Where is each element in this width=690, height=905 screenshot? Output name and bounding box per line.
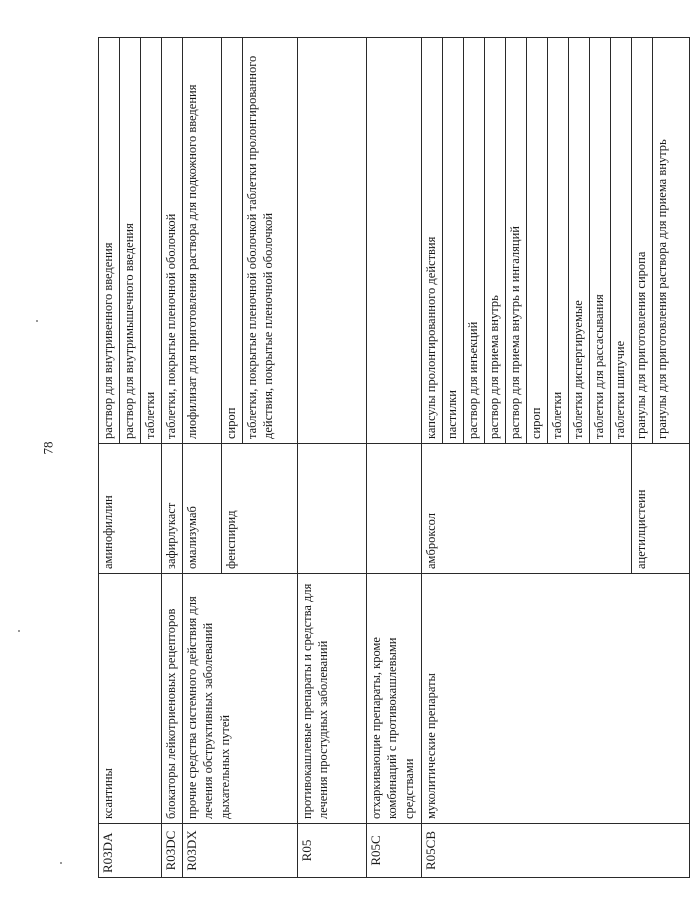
dosage-form: гранулы для приготовления раствора для приема внутрь: [653, 38, 690, 444]
scan-speck: [36, 320, 38, 322]
atc-code: R05: [298, 824, 367, 878]
page-number: 78: [40, 441, 56, 455]
atc-code: R05C: [367, 824, 422, 878]
group-name: противокашлевые препараты и средства для лечения простудных заболеваний: [298, 574, 367, 824]
group-name: отхаркивающие препараты, кроме комбинаций с противокашлевыми средствами: [367, 574, 422, 824]
table-row: [99, 38, 120, 878]
atc-code: R03DA: [99, 824, 162, 878]
atc-code: R03DX: [183, 824, 298, 878]
drug-name: омализумаб: [183, 444, 222, 574]
dosage-form: раствор для внутримышечного введения: [120, 38, 141, 444]
table-row: [367, 38, 422, 878]
group-name: блокаторы лейкотриеновых рецепторов: [162, 574, 183, 824]
dosage-form: раствор для внутривенного введения: [99, 38, 120, 444]
dosage-form: сироп: [222, 38, 243, 444]
dosage-form: таблетки: [548, 38, 569, 444]
atc-code: R03DC: [162, 824, 183, 878]
scan-speck: [60, 862, 62, 864]
dosage-form: таблетки: [141, 38, 162, 444]
dosage-form: таблетки, покрытые пленочной оболочкой: [162, 38, 183, 444]
dosage-form: раствор для инъекций: [464, 38, 485, 444]
scan-speck: [18, 630, 20, 632]
dosage-form: таблетки для рассасывания: [590, 38, 611, 444]
drug-name: ацетилцистеин: [632, 444, 690, 574]
rotated-table-container: [98, 38, 669, 878]
dosage-form: капсулы пролонгированного действия: [422, 38, 443, 444]
dosage-form: сироп: [527, 38, 548, 444]
dosage-form: таблетки, покрытые пленочной оболочкой таблетки пролонгированного действия, покрытые пленочной оболочкой: [243, 38, 298, 444]
group-name: прочие средства системного действия для лечения обструктивных заболеваний дыхательных путей: [183, 574, 298, 824]
dosage-form: раствор для приема внутрь: [485, 38, 506, 444]
dosage-form: пастилки: [443, 38, 464, 444]
dosage-form: лиофилизат для приготовления раствора для подкожного введения: [183, 38, 222, 444]
dosage-form: [367, 38, 422, 444]
atc-code: R05CB: [422, 824, 690, 878]
dosage-form: раствор для приема внутрь и ингаляций: [506, 38, 527, 444]
drug-name: зафирлукаст: [162, 444, 183, 574]
table-row: [298, 38, 367, 878]
drug-name: [298, 444, 367, 574]
drug-table: [98, 37, 690, 878]
table-row: [162, 38, 183, 878]
dosage-form: таблетки диспергируемые: [569, 38, 590, 444]
table-row: [422, 38, 443, 878]
dosage-form: [298, 38, 367, 444]
drug-name: фенспирид: [222, 444, 298, 574]
dosage-form: гранулы для приготовления сиропа: [632, 38, 653, 444]
drug-name: аминофиллин: [99, 444, 162, 574]
group-name: муколитические препараты: [422, 574, 690, 824]
dosage-form: таблетки шипучие: [611, 38, 632, 444]
group-name: ксантины: [99, 574, 162, 824]
drug-name: амброксол: [422, 444, 632, 574]
drug-name: [367, 444, 422, 574]
table-row: [183, 38, 222, 878]
